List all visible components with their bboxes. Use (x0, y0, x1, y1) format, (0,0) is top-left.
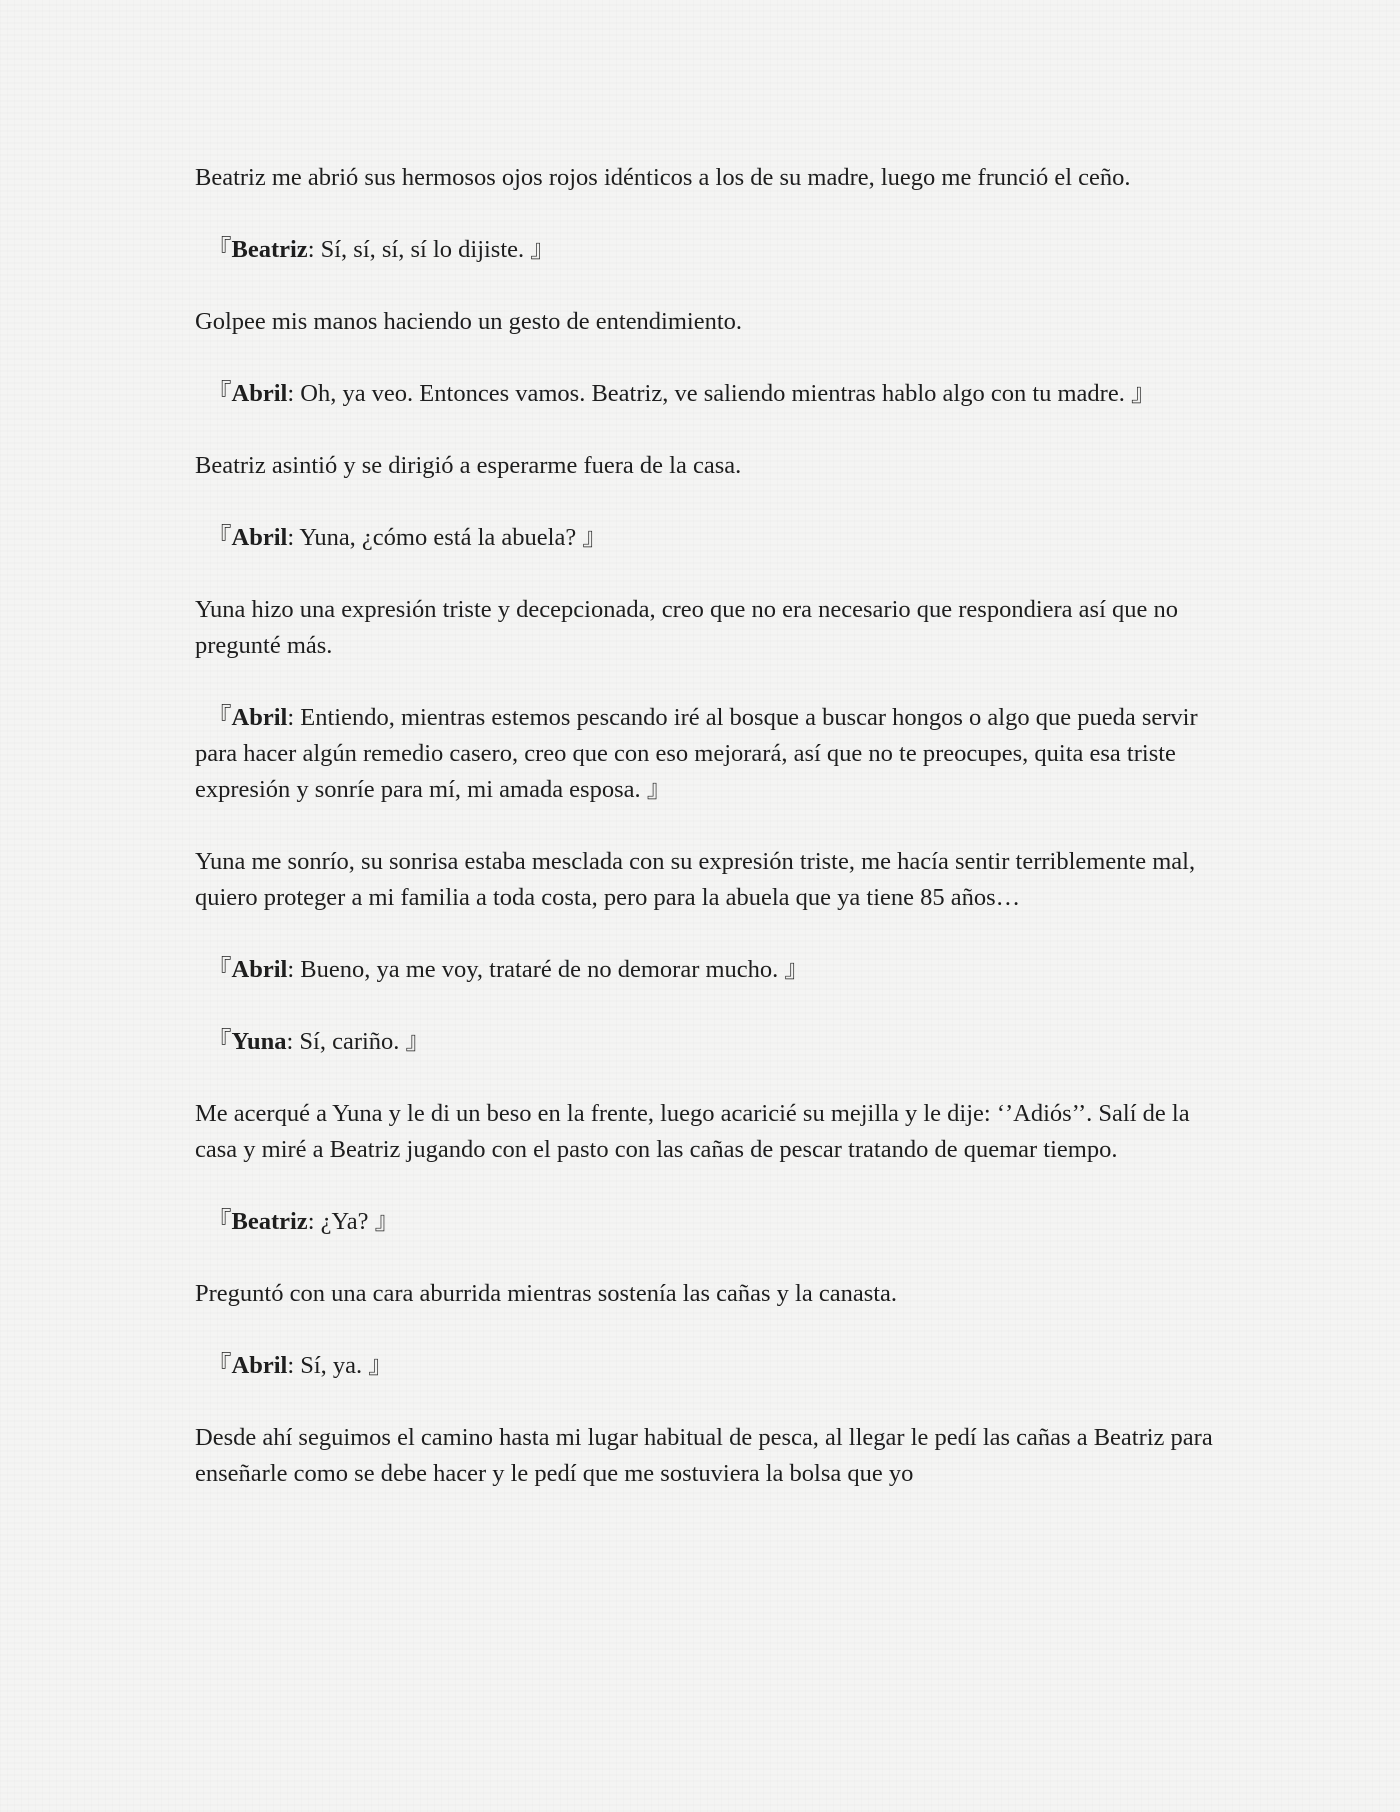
speaker-name: Abril (231, 380, 288, 407)
speaker-name: Beatriz (231, 236, 308, 263)
speaker-name: Beatriz (231, 1208, 308, 1235)
dialogue-text: : ¿Ya? 』 (307, 1208, 400, 1235)
open-quote: 『 (207, 956, 232, 983)
dialogue-line (195, 232, 1215, 268)
speaker-name: Abril (231, 956, 288, 983)
dialogue-text: : Entiendo, mientras estemos pescando iré al bosque a buscar hongos o algo que pueda servir para hacer algún remedio casero, creo que con eso mejorará, así que no te preocupes, quita esa triste expresión y sonríe para mí, mi amada esposa. 』 (195, 704, 1198, 803)
dialogue-line (195, 700, 1215, 808)
dialogue-text: : Sí, cariño. 』 (286, 1028, 431, 1055)
open-quote: 『 (207, 704, 232, 731)
dialogue-line (195, 1024, 1215, 1060)
dialogue-text: : Sí, sí, sí, sí lo dijiste. 』 (307, 236, 555, 263)
open-quote: 『 (207, 1028, 232, 1055)
narration-paragraph: Preguntó con una cara aburrida mientras sostenía las cañas y la canasta. (195, 1280, 898, 1307)
narration-paragraph: Yuna me sonrío, su sonrisa estaba mesclada con su expresión triste, me hacía sentir terriblemente mal, quiero proteger a mi familia a toda costa, pero para la abuela que ya tiene 85 años… (195, 848, 1196, 911)
narration-paragraph: Desde ahí seguimos el camino hasta mi lugar habitual de pesca, al llegar le pedí las cañas a Beatriz para enseñarle como se debe hacer y le pedí que me sostuviera la bolsa que yo (195, 1424, 1213, 1487)
narration-paragraph: Yuna hizo una expresión triste y decepcionada, creo que no era necesario que respondiera así que no pregunté más. (195, 596, 1179, 659)
document-page (195, 160, 1215, 1528)
dialogue-line (195, 1204, 1215, 1240)
dialogue-text: : Oh, ya veo. Entonces vamos. Beatriz, ve saliendo mientras hablo algo con tu madre. 』 (287, 380, 1156, 407)
dialogue-text: : Bueno, ya me voy, trataré de no demorar mucho. 』 (287, 956, 809, 983)
dialogue-line (195, 1348, 1215, 1384)
dialogue-line (195, 952, 1215, 988)
speaker-name: Yuna (231, 1028, 287, 1055)
narration-paragraph: Beatriz asintió y se dirigió a esperarme fuera de la casa. (195, 452, 742, 479)
speaker-name: Abril (231, 1352, 288, 1379)
speaker-name: Abril (231, 524, 288, 551)
speaker-name: Abril (231, 704, 288, 731)
open-quote: 『 (207, 1208, 232, 1235)
narration-paragraph: Me acerqué a Yuna y le di un beso en la frente, luego acaricié su mejilla y le dije: ‘’Adiós’’. Salí de la casa y miré a Beatriz jugando con el pasto con las cañas de pescar tratando de quemar tiempo. (195, 1100, 1190, 1163)
dialogue-text: : Yuna, ¿cómo está la abuela? 』 (287, 524, 607, 551)
dialogue-line (195, 376, 1215, 412)
open-quote: 『 (207, 236, 232, 263)
narration-paragraph: Golpee mis manos haciendo un gesto de entendimiento. (195, 308, 743, 335)
open-quote: 『 (207, 380, 232, 407)
dialogue-text: : Sí, ya. 』 (287, 1352, 393, 1379)
open-quote: 『 (207, 1352, 232, 1379)
dialogue-line (195, 520, 1215, 556)
narration-paragraph: Beatriz me abrió sus hermosos ojos rojos idénticos a los de su madre, luego me frunció el ceño. (195, 164, 1131, 191)
open-quote: 『 (207, 524, 232, 551)
